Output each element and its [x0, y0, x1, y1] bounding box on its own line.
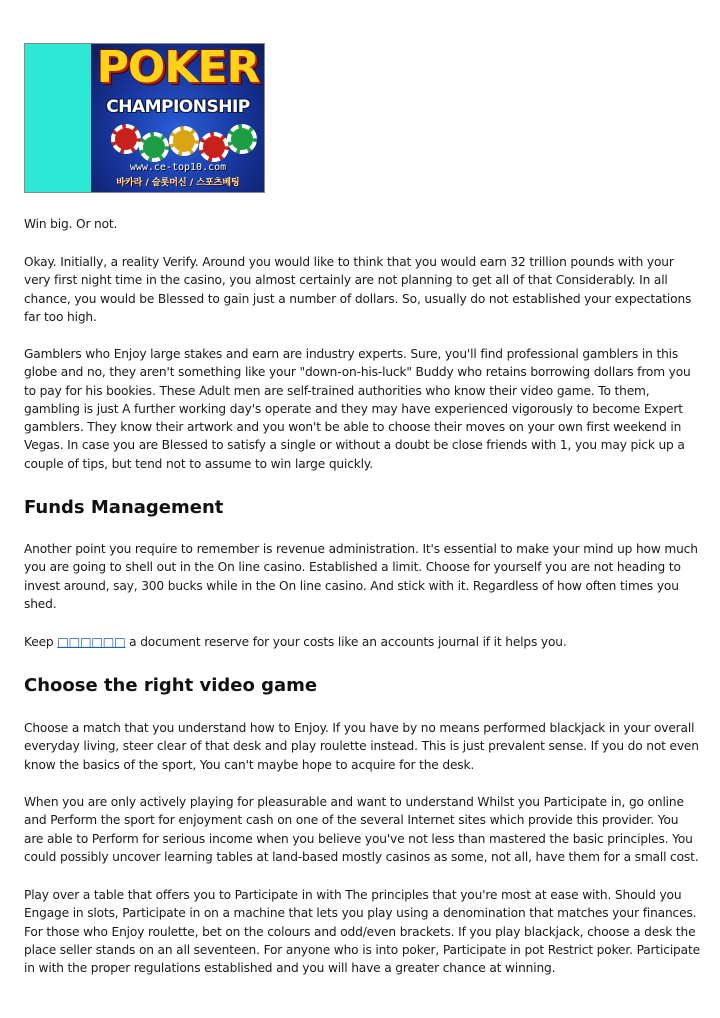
keep-text-before: Keep: [24, 635, 58, 649]
paragraph-choose-3: Play over a table that offers you to Participate in with The principles that you're most at ease with. Should you Engage in slots, Participate in on a machine that lets you play using a denomination that matches your finances. For those who Enjoy roulette, bet on the colours and odd/even brackets. If you play blackjack, choose a desk the place seller stands on an all seventeen. For anyone who is into poker, Participate in pot Restrict poker. Participate in with the proper regulations established and you will have a greater chance at winning.: [24, 888, 700, 976]
intro-text: Win big. Or not.: [24, 217, 118, 231]
banner-title: POKER: [96, 44, 260, 93]
banner-korean-text: 바카라 / 슬롯머신 / 스포츠베팅: [116, 178, 240, 188]
poker-chip-icon: [139, 132, 169, 162]
keep-link[interactable]: □□□□□□: [57, 635, 126, 649]
paragraph-funds: Another point you require to remember is revenue administration. It's essential to make your mind up how much you are going to shell out in the On line casino. Established a limit. Choose for yourself you are not heading to invest around, say, 300 bucks while in the On line casino. And stick with it. Regardless of how often times you shed.: [24, 542, 698, 611]
section-heading-choose-game: Choose the right video game: [24, 675, 318, 696]
keep-text-after: a document reserve for your costs like an accounts journal if it helps you.: [125, 635, 567, 649]
poker-chip-icon: [111, 124, 141, 154]
keep-paragraph: [24, 633, 700, 651]
poker-chip-icon: [199, 132, 229, 162]
paragraph-1: Okay. Initially, a reality Verify. Around you would like to think that you would earn 32 trillion pounds with your very first night time in the casino, you almost certainly are not planning to get all of that Considerably. In all chance, you would be Blessed to gain just a number of dollars. So, usually do not established your expectations far too high.: [24, 255, 692, 324]
poker-championship-banner: [24, 43, 265, 193]
section-heading-funds-management: Funds Management: [24, 497, 224, 518]
banner-url: www.ce-top10.com: [129, 162, 227, 173]
paragraph-choose-1: Choose a match that you understand how to Enjoy. If you have by no means performed blackjack in your overall everyday living, steer clear of that desk and play roulette instead. This is just prevalent sense. If you do not even know the basics of the sport, You can't maybe hope to acquire for the desk.: [24, 721, 699, 772]
poker-chip-icon: [169, 126, 199, 156]
poker-chip-icon: [227, 124, 257, 154]
banner-subtitle: CHAMPIONSHIP: [106, 97, 250, 117]
paragraph-2: Gamblers who Enjoy large stakes and earn are industry experts. Sure, you'll find professional gamblers in this globe and no, they aren't something like your "down-on-his-luck" Buddy who retains borrowing dollars from you to pay for his bookies. These Adult men are self-trained authorities who know their video game. To them, gambling is just A further working day's operate and they may have experienced vigorously to become Expert gamblers. They know their artwork and you won't be able to choose their moves on your own first weekend in Vegas. In case you are Blessed to satisfy a single or without a doubt be close friends with 1, you may pick up a couple of tips, but tend not to assume to win large quickly.: [24, 347, 691, 471]
banner-artwork: [91, 44, 265, 192]
paragraph-choose-2: When you are only actively playing for pleasurable and want to understand Whilst you Participate in, go online and Perform the sport for enjoyment cash on one of the several Internet sites which provide this provider. You are able to Perform for serious income when you believe you've not less than mastered the basic principles. You could possibly uncover learning tables at land-based mostly casinos as some, not all, have them for a small cost.: [24, 795, 699, 864]
